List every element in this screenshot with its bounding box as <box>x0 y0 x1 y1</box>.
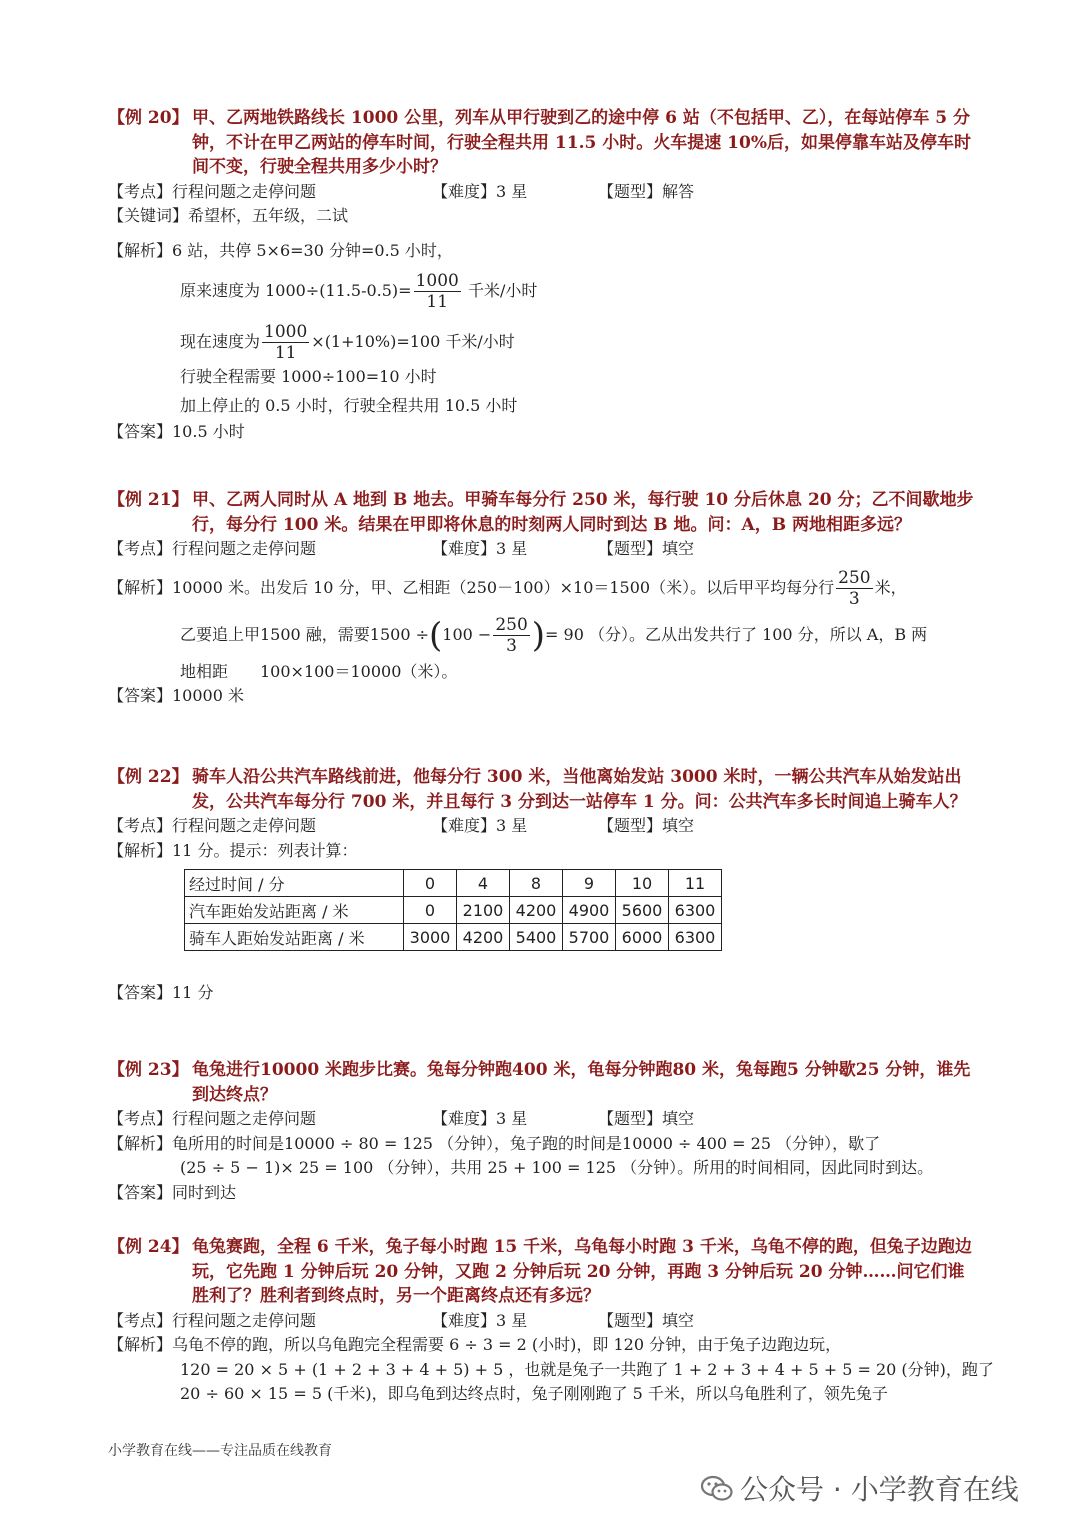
page-footer: 小学教育在线——专注品质在线教育 <box>108 1443 332 1459</box>
analysis-text: 【解析】11 分。提示：列表计算： <box>108 840 358 860</box>
analysis-text: 行驶全程需要 1000÷100=10 小时 <box>180 367 437 386</box>
meta-row <box>108 180 978 205</box>
distance-table <box>184 869 722 951</box>
tixing: 【题型】填空 <box>598 1109 695 1128</box>
analysis-line <box>108 615 978 656</box>
table-cell: 9 <box>563 870 616 897</box>
analysis-text: 100 − <box>442 624 492 644</box>
analysis-label: 【解析】 <box>108 577 173 597</box>
analysis-text: 地相距 100×100＝10000（米）。 <box>180 661 458 681</box>
analysis-text: (25 ÷ 5 − 1)× 25 = 100 （分钟），共用 25 + 100 = 125 （分钟）。所用的时间相同，因此同时到达。 <box>180 1158 934 1177</box>
table-cell: 4 <box>457 870 510 897</box>
meta-row <box>108 814 978 839</box>
table-cell: 10 <box>616 870 669 897</box>
analysis-line <box>108 239 978 264</box>
analysis-text: 乙要追上甲1500 融，需要1500 ÷ <box>180 624 430 644</box>
example-23 <box>108 1058 978 1205</box>
table-cell: 4200 <box>457 924 510 951</box>
numerator: 1000 <box>415 271 459 291</box>
analysis-text: 加上停止的 0.5 小时，行驶全程共用 10.5 小时 <box>180 395 518 415</box>
tixing: 【题型】填空 <box>598 816 695 835</box>
kaodian: 【考点】行程问题之走停问题 <box>108 539 317 558</box>
meta-row <box>108 1309 978 1334</box>
analysis-text: 千米/小时 <box>462 281 538 300</box>
table-cell: 汽车距始发站距离 / 米 <box>185 897 404 924</box>
analysis-line <box>108 1132 978 1157</box>
table-cell: 5600 <box>616 897 669 924</box>
fraction <box>414 271 461 312</box>
table-cell: 2100 <box>457 897 510 924</box>
table-cell: 经过时间 / 分 <box>185 870 404 897</box>
table-cell: 5700 <box>563 924 616 951</box>
question-body: 龟兔赛跑，全程 6 千米，兔子每小时跑 15 千米，乌龟每小时跑 3 千米，乌龟不停的跑，但兔子边跑边玩，它先跑 1 分钟后玩 20 分钟，又跑 2 分钟后玩 20 分钟，再跑 3 分钟后玩 20 分钟……问它们谁胜利了？胜利者到终点时，另一个距离终点还有多远？ <box>192 1237 972 1306</box>
table-row <box>185 924 722 951</box>
question-text <box>108 1235 978 1309</box>
analysis-line <box>108 568 978 609</box>
table-cell: 4200 <box>510 897 563 924</box>
table-cell: 3000 <box>404 924 457 951</box>
analysis-text: = 90 （分）。乙从出发共行了 100 分，所以 A，B 两 <box>545 624 928 644</box>
meta-row <box>108 537 978 562</box>
question-text <box>108 765 978 814</box>
analysis-text: 6 站，共停 5×6=30 分钟=0.5 小时， <box>172 240 453 260</box>
kaodian: 【考点】行程问题之走停问题 <box>108 1109 317 1128</box>
example-tag: 【例 21】 <box>108 490 189 510</box>
example-tag: 【例 23】 <box>108 1060 189 1080</box>
denominator: 11 <box>426 292 449 312</box>
example-24 <box>108 1235 994 1407</box>
question-text <box>108 488 978 537</box>
analysis-line <box>108 1333 978 1358</box>
denominator: 3 <box>848 588 860 609</box>
example-20 <box>108 106 978 445</box>
paren-close: ) <box>531 615 546 655</box>
question-body: 甲、乙两地铁路线长 1000 公里，列车从甲行驶到乙的途中停 6 站（不包括甲、乙），在每站停车 5 分钟，不计在甲乙两站的停车时间，行驶全程共用 11.5 小时。火车提速 10%后，如果停靠车站及停车时间不变，行驶全程共用多少小时？ <box>192 108 971 177</box>
kaodian: 【考点】行程问题之走停问题 <box>108 1310 317 1330</box>
nandu: 【难度】3 星 <box>432 816 528 835</box>
analysis-label: 【解析】 <box>108 1335 173 1354</box>
numerator: 250 <box>495 614 528 635</box>
example-21 <box>108 488 978 709</box>
question-body: 骑车人沿公共汽车路线前进，他每分行 300 米，当他离始发站 3000 米时，一辆公共汽车从始发站出发，公共汽车每分行 700 米，并且每行 3 分到达一站停车 1 分。问：公共汽车多长时间追上骑车人？ <box>192 767 967 812</box>
numerator: 1000 <box>264 322 308 342</box>
table-cell: 0 <box>404 870 457 897</box>
answer: 【答案】10000 米 <box>108 686 244 705</box>
question-body: 龟兔进行10000 米跑步比赛。兔每分钟跑400 米，龟每分钟跑80 米，兔每跑5 分钟歇25 分钟，谁先到达终点？ <box>192 1060 971 1105</box>
table-cell: 6300 <box>669 924 722 951</box>
nandu: 【难度】3 星 <box>432 1310 528 1330</box>
example-tag: 【例 20】 <box>108 108 189 128</box>
tixing: 【题型】填空 <box>598 1310 695 1330</box>
analysis-text: ×(1+10%)=100 千米/小时 <box>311 332 515 351</box>
table-row <box>185 870 722 897</box>
tixing: 【题型】解答 <box>598 181 695 201</box>
example-tag: 【例 22】 <box>108 767 189 787</box>
analysis-text: 现在速度为 <box>180 332 261 351</box>
answer: 【答案】同时到达 <box>108 1182 237 1202</box>
table-cell: 5400 <box>510 924 563 951</box>
example-22 <box>108 765 978 1006</box>
analysis-label: 【解析】 <box>108 1133 173 1153</box>
table-cell: 8 <box>510 870 563 897</box>
analysis-line <box>108 271 978 312</box>
nandu: 【难度】3 星 <box>432 1109 528 1128</box>
analysis-text: 乌龟不停的跑，所以乌龟跑完全程需要 6 ÷ 3 = 2 (小时)，即 120 分钟，由于兔子边跑边玩， <box>172 1335 842 1354</box>
question-text <box>108 106 978 180</box>
table-cell: 11 <box>669 870 722 897</box>
nandu: 【难度】3 星 <box>432 181 528 201</box>
fraction <box>836 568 872 609</box>
paren-open: ( <box>429 615 443 655</box>
tixing: 【题型】填空 <box>598 539 695 558</box>
analysis-text: 120 = 20 × 5 + (1 + 2 + 3 + 4 + 5) + 5 ，也就是兔子一共跑了 1 + 2 + 3 + 4 + 5 + 5 = 20 (分钟)，跑了 <box>180 1359 994 1379</box>
table-cell: 6300 <box>669 897 722 924</box>
denominator: 3 <box>506 635 517 656</box>
watermark-text: 公众号 · 小学教育在线 <box>740 1473 1019 1506</box>
question-text <box>108 1058 978 1107</box>
table-cell: 6000 <box>616 924 669 951</box>
analysis-text: 10000 米。出发后 10 分，甲、乙相距（250－100）×10＝1500（米）。以后甲平均每分行 <box>172 577 835 597</box>
analysis-line <box>108 322 978 363</box>
keyword: 【关键词】希望杯，五年级，二试 <box>108 206 349 225</box>
question-body: 甲、乙两人同时从 A 地到 B 地去。甲骑车每分行 250 米，每行驶 10 分后休息 20 分；乙不间歇地步行，每分行 100 米。结果在甲即将休息的时刻两人同时到达 B 地。问：A，B 两地相距多远？ <box>192 490 974 535</box>
analysis-text: 龟所用的时间是10000 ÷ 80 = 125 （分钟），兔子跑的时间是10000 ÷ 400 = 25 （分钟），歇了 <box>172 1133 881 1153</box>
denominator: 11 <box>274 343 297 363</box>
example-tag: 【例 24】 <box>108 1237 189 1257</box>
analysis-text: 20 ÷ 60 × 15 = 5 (千米)，即乌龟到达终点时，兔子刚刚跑了 5 千米，所以乌龟胜利了，领先兔子 <box>180 1384 888 1403</box>
fraction <box>493 615 529 656</box>
answer: 【答案】11 分 <box>108 983 214 1002</box>
kaodian: 【考点】行程问题之走停问题 <box>108 181 317 201</box>
fraction <box>262 322 309 363</box>
table-cell: 4900 <box>563 897 616 924</box>
numerator: 250 <box>838 567 871 588</box>
answer: 【答案】10.5 小时 <box>108 422 245 441</box>
wechat-icon <box>700 1475 734 1503</box>
watermark <box>700 1468 1019 1508</box>
kaodian: 【考点】行程问题之走停问题 <box>108 816 317 835</box>
meta-row <box>108 1107 978 1132</box>
analysis-text: 米， <box>874 577 907 597</box>
nandu: 【难度】3 星 <box>432 539 528 558</box>
analysis-label: 【解析】 <box>108 240 173 260</box>
analysis-text: 原来速度为 1000÷(11.5-0.5)= <box>180 281 412 300</box>
table-row <box>185 897 722 924</box>
table-cell: 0 <box>404 897 457 924</box>
table-cell: 骑车人距始发站距离 / 米 <box>185 924 404 951</box>
